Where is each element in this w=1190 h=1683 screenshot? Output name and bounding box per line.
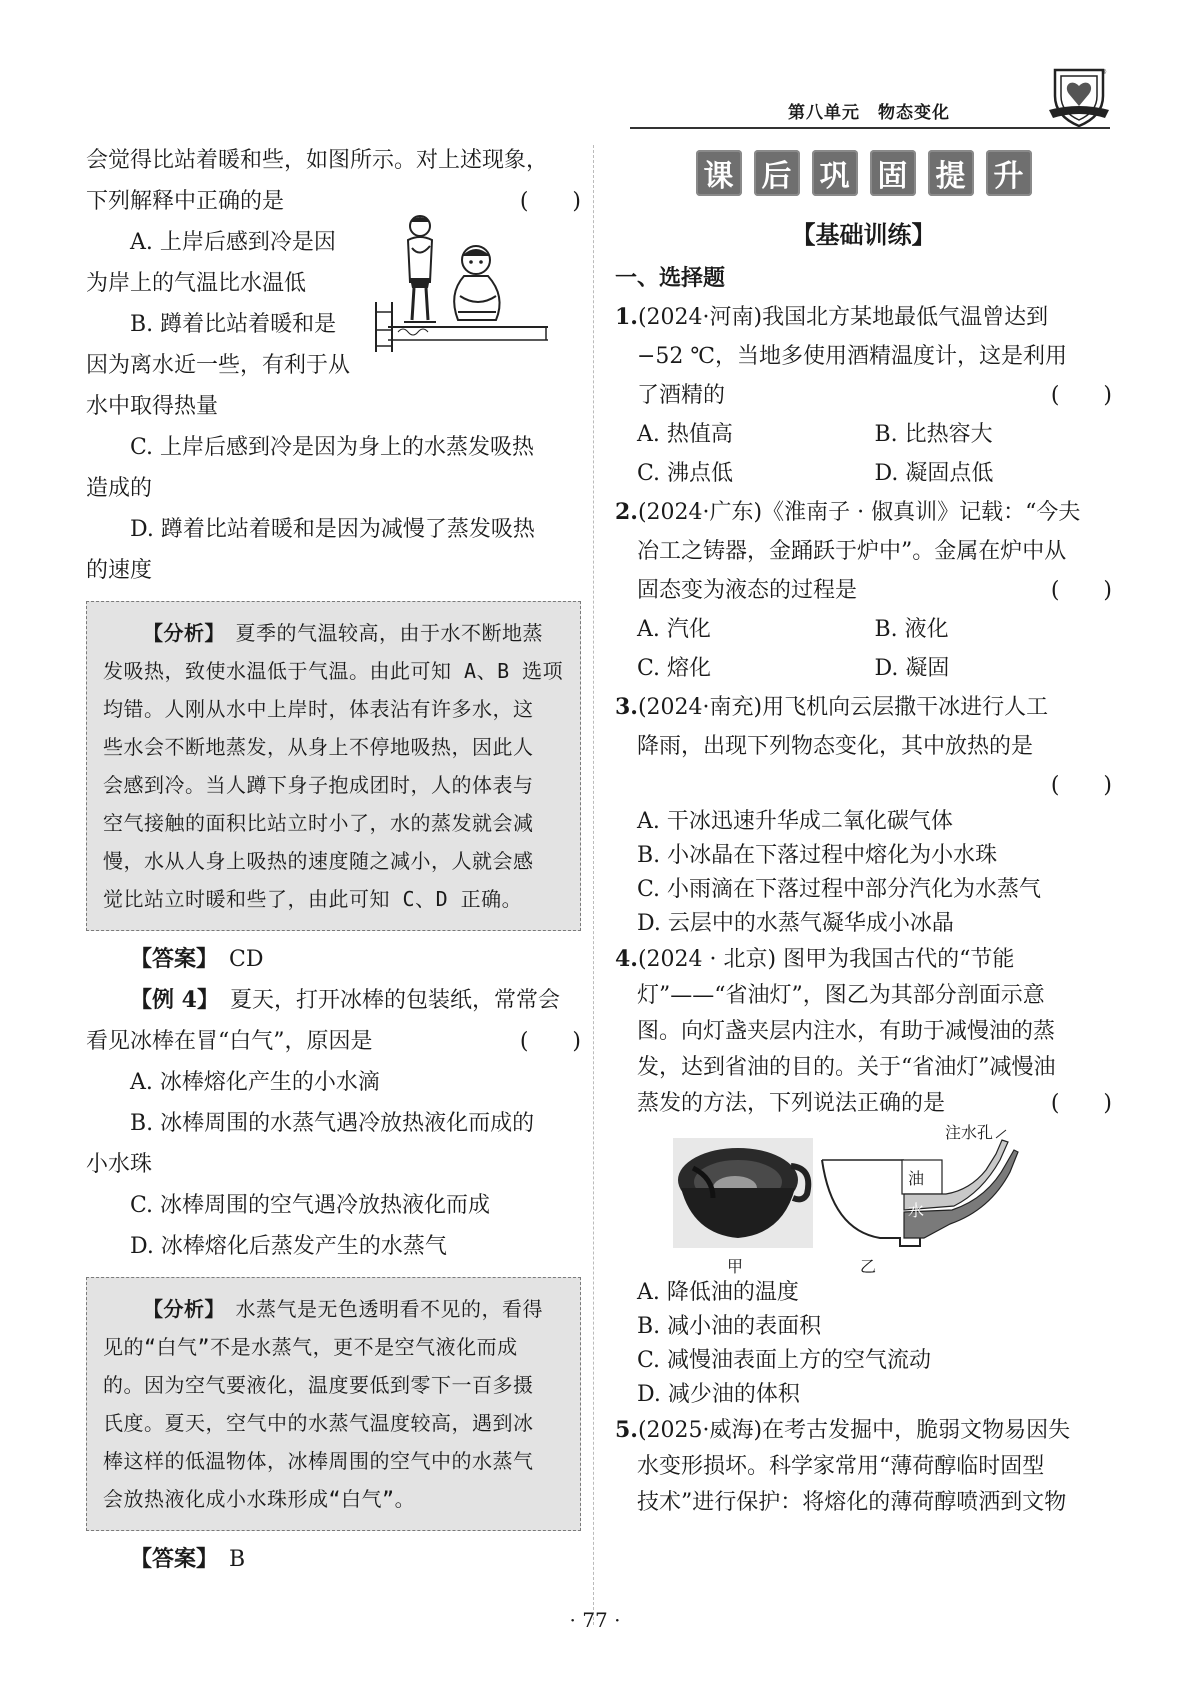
q4-line-5: 蒸发的方法，下列说法正确的是: [637, 1091, 946, 1116]
example-4-option-b-cont: 小水珠: [86, 1152, 153, 1177]
q4-option-a: A. 降低油的温度: [637, 1280, 799, 1305]
column-divider: [593, 145, 594, 1625]
option-b-line-2: 因为离水近一些，有利于从: [86, 353, 351, 378]
figure-label-yi: 乙: [860, 1257, 877, 1276]
q1-option-d: D. 凝固点低: [874, 461, 994, 486]
example-4-line-2-row: [86, 1021, 581, 1062]
answer-2: [86, 1539, 581, 1580]
intro-line-1: 会觉得比站着暖和些，如图所示。对上述现象，: [86, 148, 549, 173]
example-4-option-b: B. 冰棒周围的水蒸气遇冷放热液化而成的: [130, 1111, 535, 1136]
example-4-paren: ( ): [519, 1029, 581, 1054]
analysis-box-1: [86, 601, 581, 931]
analysis-2-line-2: 的。因为空气要液化，温度要低到零下一百多摄: [103, 1373, 534, 1397]
intro-line-2: 下列解释中正确的是: [86, 189, 285, 214]
q3-line-1: 3.(2024·南充)用飞机向云层撒干冰进行人工: [615, 694, 1049, 720]
analysis-1-label: 【分析】: [143, 621, 215, 645]
q1-option-c: C. 沸点低: [637, 461, 734, 486]
label-water: 水: [908, 1201, 925, 1220]
analysis-2-line-1: 见的“白气”不是水蒸气，更不是空气液化而成: [103, 1335, 518, 1359]
answer-1-label: 【答案】: [130, 946, 208, 972]
answer-1: [86, 939, 581, 980]
title-tile: 固: [870, 150, 916, 196]
analysis-2-line-4: 棒这样的低温物体，冰棒周围的空气中的水蒸气: [103, 1449, 534, 1473]
q2-number: 2.: [615, 499, 638, 525]
q1-line-3: 了酒精的: [637, 383, 726, 408]
option-a-line-2: 为岸上的气温比水温低: [86, 271, 307, 296]
title-tile: 升: [986, 150, 1032, 196]
left-column: [86, 140, 581, 1580]
option-c-line-1: C. 上岸后感到冷是因为身上的水蒸发吸热: [130, 435, 535, 460]
q3-option-b: B. 小冰晶在下落过程中熔化为小水珠: [637, 843, 998, 868]
section-multiple-choice: 一、选择题: [615, 265, 726, 291]
option-b-line-3: 水中取得热量: [86, 394, 219, 419]
q4-option-c: C. 减慢油表面上方的空气流动: [637, 1348, 932, 1373]
option-a-line-1: A. 上岸后感到冷是因: [130, 230, 336, 255]
example-4-line-1: 【例 4】 夏天，打开冰棒的包装纸，常常会: [130, 987, 560, 1013]
example-4-label: 【例 4】: [130, 987, 208, 1013]
q5-line-1: 5.(2025·威海)在考古发掘中，脆弱文物易因失: [615, 1417, 1071, 1443]
q2-line-3-row: [615, 571, 1112, 610]
q3-option-c: C. 小雨滴在下落过程中部分汽化为水蒸气: [637, 877, 1042, 902]
analysis-1-line-5: 空气接触的面积比站立时小了，水的蒸发就会减: [103, 811, 534, 835]
q4-option-d: D. 减少油的体积: [637, 1382, 800, 1407]
title-tile: 提: [928, 150, 974, 196]
q5-number: 5.: [615, 1417, 638, 1443]
figure-label-jia: 甲: [727, 1257, 744, 1276]
analysis-2-line-3: 氏度。夏天，空气中的水蒸气温度较高，遇到冰: [103, 1411, 534, 1435]
q4-paren: ( ): [1050, 1091, 1112, 1116]
label-oil: 油: [908, 1169, 925, 1188]
answer-1-value: CD: [229, 947, 264, 972]
q2-paren: ( ): [1050, 578, 1112, 603]
analysis-1-line-1: 发吸热，致使水温低于气温。由此可知 A、B 选项: [103, 659, 564, 683]
q3-line-2: 降雨，出现下列物态变化，其中放热的是: [637, 734, 1034, 759]
swimmers-illustration: [368, 212, 553, 367]
basic-training-heading: 【基础训练】: [791, 220, 936, 249]
q2-option-a: A. 汽化: [637, 617, 711, 642]
analysis-1-line-3: 些水会不断地蒸发，从身上不停地吸热，因此人: [103, 735, 534, 759]
q2-option-d: D. 凝固: [874, 656, 950, 681]
q1-paren: ( ): [1050, 383, 1112, 408]
q3-options: [615, 805, 1112, 941]
example-4-option-c: C. 冰棒周围的空气遇冷放热液化而成: [130, 1193, 491, 1218]
q3-number: 3.: [615, 694, 638, 720]
q2-line-2: 冶工之铸器，金踊跃于炉中”。金属在炉中从: [637, 539, 1067, 564]
analysis-2-line-5: 会放热液化成小水珠形成“白气”。: [103, 1487, 416, 1511]
q3-paren: ( ): [1050, 773, 1112, 798]
q3-paren-row: [615, 766, 1112, 805]
q1-option-a: A. 热值高: [637, 422, 733, 447]
q2-option-c: C. 熔化: [637, 656, 712, 681]
example-4-option-a: A. 冰棒熔化产生的小水滴: [130, 1070, 380, 1095]
answer-2-value: B: [229, 1547, 246, 1572]
example-4-line-2: 看见冰棒在冒“白气”，原因是: [86, 1029, 373, 1054]
option-b-line-1: B. 蹲着比站着暖和是: [130, 312, 337, 337]
q2-line-3: 固态变为液态的过程是: [637, 578, 858, 603]
example-4-option-d: D. 冰棒熔化后蒸发产生的水蒸气: [130, 1234, 447, 1259]
analysis-1-line-4: 会感到冷。当人蹲下身子抱成团时，人的体表与: [103, 773, 534, 797]
analysis-2-line-0: 【分析】 水蒸气是无色透明看不见的，看得: [143, 1297, 543, 1321]
option-c-line-2: 造成的: [86, 476, 153, 501]
q1-option-b: B. 比热容大: [874, 422, 993, 447]
q4-line-5-row: [615, 1086, 1112, 1122]
title-tile: 后: [754, 150, 800, 196]
answer-paren: ( ): [519, 189, 581, 214]
page-number: · 77 ·: [569, 1608, 621, 1632]
unit-title: 第八单元 物态变化: [788, 103, 950, 123]
q1-options: [615, 415, 1112, 493]
analysis-2-label: 【分析】: [143, 1297, 215, 1321]
book-logo-icon: [1045, 62, 1113, 130]
q4-line-1: 4.(2024 · 北京) 图甲为我国古代的“节能: [615, 946, 1015, 972]
svg-text:®: ®: [1101, 69, 1107, 76]
option-d-line-2: 的速度: [86, 558, 153, 583]
title-tile: 课: [696, 150, 742, 196]
title-tile: 巩: [812, 150, 858, 196]
analysis-1-line-0: 【分析】 夏季的气温较高，由于水不断地蒸: [143, 621, 543, 645]
label-water-hole: 注水孔: [945, 1123, 994, 1142]
q4-option-b: B. 减小油的表面积: [637, 1314, 822, 1339]
q5-line-2: 水变形损坏。科学家常用“薄荷醇临时固型: [637, 1454, 1045, 1479]
q2-options: [615, 610, 1112, 688]
q1-number: 1.: [615, 304, 638, 330]
q4-line-4: 发，达到省油的目的。关于“省油灯”减慢油: [637, 1055, 1056, 1080]
analysis-1-line-7: 觉比站立时暖和些了，由此可知 C、D 正确。: [103, 887, 523, 911]
q4-line-2: 灯”——“省油灯”，图乙为其部分剖面示意: [637, 983, 1045, 1008]
q3-option-d: D. 云层中的水蒸气凝华成小冰晶: [637, 911, 954, 936]
q4-number: 4.: [615, 946, 638, 972]
right-column: [615, 150, 1112, 1521]
option-d-line-1: D. 蹲着比站着暖和是因为减慢了蒸发吸热: [130, 517, 535, 542]
analysis-1-line-6: 慢，水从人身上吸热的速度随之减小，人就会感: [103, 849, 534, 873]
q2-option-b: B. 液化: [874, 617, 949, 642]
q4-options: [615, 1276, 1112, 1412]
q1-line-1: 1.(2024·河南)我国北方某地最低气温曾达到: [615, 304, 1049, 330]
section-title-tiles: [615, 150, 1112, 196]
answer-2-label: 【答案】: [130, 1546, 208, 1572]
q1-line-2: −52 ℃，当地多使用酒精温度计，这是利用: [637, 344, 1068, 369]
q4-line-3: 图。向灯盏夹层内注水，有助于减慢油的蒸: [637, 1019, 1056, 1044]
q2-line-1: 2.(2024·广东)《淮南子 · 俶真训》记载：“今夫: [615, 499, 1081, 525]
q5-line-3: 技术”进行保护：将熔化的薄荷醇喷洒到文物: [637, 1490, 1067, 1515]
oil-lamp-figures: [615, 1123, 1112, 1276]
analysis-1-line-2: 均错。人刚从水中上岸时，体表沾有许多水，这: [103, 697, 534, 721]
q3-option-a: A. 干冰迅速升华成二氧化碳气体: [637, 809, 953, 834]
analysis-box-2: [86, 1277, 581, 1531]
q1-line-3-row: [615, 376, 1112, 415]
oil-lamp-photo: [673, 1138, 813, 1248]
swimmer-question-block: [86, 222, 581, 427]
header-rule: [630, 127, 1110, 129]
